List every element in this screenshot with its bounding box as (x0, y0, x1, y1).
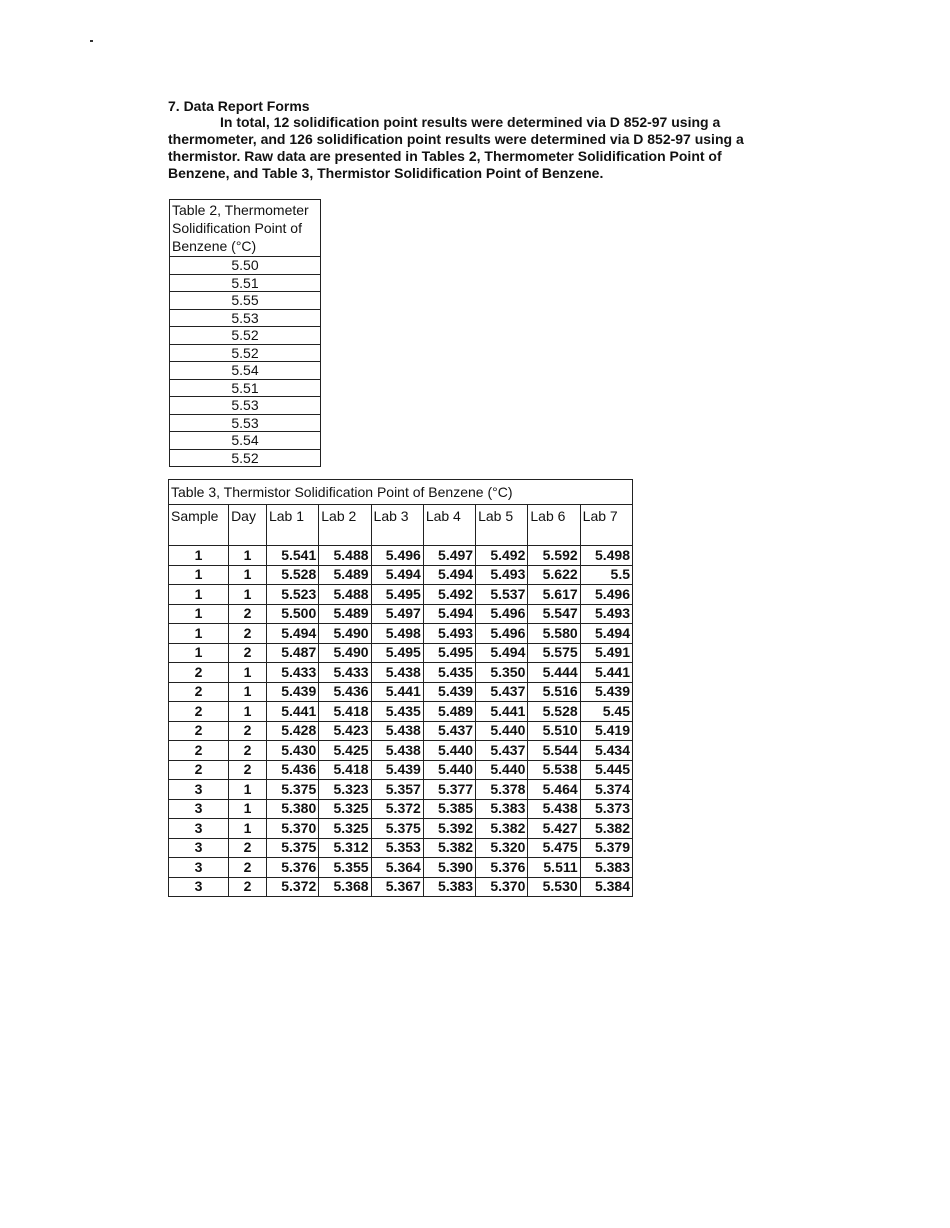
lab-value-cell: 5.45 (580, 702, 632, 722)
lab-value-cell: 5.418 (319, 702, 371, 722)
table-2-thermometer (169, 199, 321, 467)
lab-value-cell: 5.312 (319, 838, 371, 858)
table-row (169, 819, 633, 839)
table-row (169, 624, 633, 644)
lab-value-cell: 5.436 (266, 760, 318, 780)
lab-value-cell: 5.379 (580, 838, 632, 858)
sample-cell: 3 (169, 858, 229, 878)
scan-speck (90, 40, 93, 42)
lab-value-cell: 5.441 (371, 682, 423, 702)
lab-value-cell: 5.383 (580, 858, 632, 878)
lab-value-cell: 5.350 (476, 663, 528, 683)
day-cell: 1 (229, 682, 267, 702)
lab-value-cell: 5.370 (266, 819, 318, 839)
sample-cell: 1 (169, 546, 229, 566)
lab-value-cell: 5.353 (371, 838, 423, 858)
lab-value-cell: 5.419 (580, 721, 632, 741)
lab-value-cell: 5.382 (476, 819, 528, 839)
day-cell: 1 (229, 546, 267, 566)
lab-value-cell: 5.437 (476, 682, 528, 702)
table-row (170, 379, 321, 397)
day-cell: 1 (229, 663, 267, 683)
sample-cell: 3 (169, 838, 229, 858)
table-row (170, 274, 321, 292)
day-cell: 1 (229, 799, 267, 819)
table-2-value: 5.54 (170, 362, 321, 380)
table-row (170, 344, 321, 362)
table-row (169, 741, 633, 761)
lab-value-cell: 5.434 (580, 741, 632, 761)
lab-value-cell: 5.497 (371, 604, 423, 624)
lab-value-cell: 5.438 (371, 663, 423, 683)
table-row (169, 721, 633, 741)
lab-value-cell: 5.320 (476, 838, 528, 858)
column-header: Lab 4 (423, 505, 475, 546)
lab-value-cell: 5.500 (266, 604, 318, 624)
lab-value-cell: 5.439 (423, 682, 475, 702)
table-row (170, 257, 321, 275)
day-cell: 2 (229, 858, 267, 878)
lab-value-cell: 5.541 (266, 546, 318, 566)
lab-value-cell: 5.498 (580, 546, 632, 566)
lab-value-cell: 5.367 (371, 877, 423, 897)
lab-value-cell: 5.437 (423, 721, 475, 741)
lab-value-cell: 5.378 (476, 780, 528, 800)
lab-value-cell: 5.493 (476, 565, 528, 585)
table-2-value: 5.52 (170, 344, 321, 362)
lab-value-cell: 5.475 (528, 838, 580, 858)
column-header: Lab 3 (371, 505, 423, 546)
lab-value-cell: 5.496 (580, 585, 632, 605)
lab-value-cell: 5.375 (266, 780, 318, 800)
lab-value-cell: 5.372 (371, 799, 423, 819)
lab-value-cell: 5.528 (528, 702, 580, 722)
lab-value-cell: 5.382 (580, 819, 632, 839)
lab-value-cell: 5.357 (371, 780, 423, 800)
table-row (169, 838, 633, 858)
day-cell: 1 (229, 780, 267, 800)
lab-value-cell: 5.433 (319, 663, 371, 683)
table-row (170, 449, 321, 467)
lab-value-cell: 5.440 (423, 760, 475, 780)
lab-value-cell: 5.430 (266, 741, 318, 761)
table-row (170, 414, 321, 432)
sample-cell: 2 (169, 682, 229, 702)
table-2-value: 5.55 (170, 292, 321, 310)
sample-cell: 1 (169, 624, 229, 644)
column-header: Day (229, 505, 267, 546)
lab-value-cell: 5.440 (423, 741, 475, 761)
column-header: Lab 5 (476, 505, 528, 546)
lab-value-cell: 5.441 (476, 702, 528, 722)
lab-value-cell: 5.436 (319, 682, 371, 702)
lab-value-cell: 5.494 (371, 565, 423, 585)
lab-value-cell: 5.418 (319, 760, 371, 780)
lab-value-cell: 5.325 (319, 819, 371, 839)
column-header: Lab 1 (266, 505, 318, 546)
table-2-value: 5.53 (170, 397, 321, 415)
lab-value-cell: 5.491 (580, 643, 632, 663)
lab-value-cell: 5.494 (580, 624, 632, 644)
section-heading: 7. Data Report Forms (168, 98, 310, 114)
lab-value-cell: 5.425 (319, 741, 371, 761)
lab-value-cell: 5.495 (371, 585, 423, 605)
sample-cell: 2 (169, 663, 229, 683)
lab-value-cell: 5.372 (266, 877, 318, 897)
lab-value-cell: 5.538 (528, 760, 580, 780)
column-header: Lab 6 (528, 505, 580, 546)
lab-value-cell: 5.487 (266, 643, 318, 663)
column-header: Lab 2 (319, 505, 371, 546)
lab-value-cell: 5.492 (423, 585, 475, 605)
lab-value-cell: 5.5 (580, 565, 632, 585)
lab-value-cell: 5.488 (319, 585, 371, 605)
lab-value-cell: 5.427 (528, 819, 580, 839)
lab-value-cell: 5.441 (266, 702, 318, 722)
table-2-caption: Table 2, Thermometer Solidification Point of Benzene (°C) (170, 200, 321, 257)
table-2-value: 5.54 (170, 432, 321, 450)
lab-value-cell: 5.530 (528, 877, 580, 897)
table-row (169, 643, 633, 663)
lab-value-cell: 5.325 (319, 799, 371, 819)
lab-value-cell: 5.439 (371, 760, 423, 780)
lab-value-cell: 5.496 (476, 624, 528, 644)
sample-cell: 1 (169, 643, 229, 663)
table-row (169, 702, 633, 722)
table-row (170, 362, 321, 380)
table-3-caption: Table 3, Thermistor Solidification Point of Benzene (°C) (169, 480, 633, 505)
table-row (169, 780, 633, 800)
lab-value-cell: 5.380 (266, 799, 318, 819)
lab-value-cell: 5.622 (528, 565, 580, 585)
day-cell: 2 (229, 643, 267, 663)
lab-value-cell: 5.528 (266, 565, 318, 585)
lab-value-cell: 5.544 (528, 741, 580, 761)
lab-value-cell: 5.383 (423, 877, 475, 897)
table-row (169, 858, 633, 878)
lab-value-cell: 5.493 (580, 604, 632, 624)
lab-value-cell: 5.510 (528, 721, 580, 741)
lab-value-cell: 5.489 (319, 565, 371, 585)
lab-value-cell: 5.383 (476, 799, 528, 819)
lab-value-cell: 5.592 (528, 546, 580, 566)
lab-value-cell: 5.496 (476, 604, 528, 624)
lab-value-cell: 5.375 (266, 838, 318, 858)
section-paragraph (168, 114, 768, 182)
lab-value-cell: 5.441 (580, 663, 632, 683)
sample-cell: 2 (169, 760, 229, 780)
lab-value-cell: 5.537 (476, 585, 528, 605)
paragraph-text: In total, 12 solidification point results were determined via D 852-97 using a thermometer, and 126 solidification point results were determined via D 852-97 using a thermistor. Raw data are presented in Tables 2, Thermometer Solidification Point of Benzene, and Table 3, Thermistor Solidification Point of Benzene. (168, 114, 744, 181)
table-row (169, 604, 633, 624)
lab-value-cell: 5.384 (580, 877, 632, 897)
lab-value-cell: 5.376 (476, 858, 528, 878)
lab-value-cell: 5.385 (423, 799, 475, 819)
day-cell: 2 (229, 877, 267, 897)
table-2-value: 5.52 (170, 449, 321, 467)
lab-value-cell: 5.489 (423, 702, 475, 722)
sample-cell: 3 (169, 799, 229, 819)
lab-value-cell: 5.428 (266, 721, 318, 741)
table-row (170, 327, 321, 345)
lab-value-cell: 5.355 (319, 858, 371, 878)
lab-value-cell: 5.392 (423, 819, 475, 839)
table-row (169, 877, 633, 897)
lab-value-cell: 5.438 (528, 799, 580, 819)
table-3-thermistor (168, 479, 633, 897)
lab-value-cell: 5.492 (476, 546, 528, 566)
table-row (169, 682, 633, 702)
lab-value-cell: 5.494 (423, 604, 475, 624)
day-cell: 2 (229, 624, 267, 644)
lab-value-cell: 5.523 (266, 585, 318, 605)
day-cell: 1 (229, 565, 267, 585)
lab-value-cell: 5.364 (371, 858, 423, 878)
lab-value-cell: 5.382 (423, 838, 475, 858)
lab-value-cell: 5.437 (476, 741, 528, 761)
lab-value-cell: 5.423 (319, 721, 371, 741)
lab-value-cell: 5.377 (423, 780, 475, 800)
sample-cell: 3 (169, 877, 229, 897)
table-2-value: 5.50 (170, 257, 321, 275)
lab-value-cell: 5.440 (476, 721, 528, 741)
lab-value-cell: 5.488 (319, 546, 371, 566)
day-cell: 2 (229, 838, 267, 858)
table-row (170, 397, 321, 415)
day-cell: 2 (229, 741, 267, 761)
lab-value-cell: 5.368 (319, 877, 371, 897)
lab-value-cell: 5.490 (319, 624, 371, 644)
sample-cell: 2 (169, 702, 229, 722)
lab-value-cell: 5.494 (266, 624, 318, 644)
lab-value-cell: 5.444 (528, 663, 580, 683)
lab-value-cell: 5.489 (319, 604, 371, 624)
table-2-value: 5.52 (170, 327, 321, 345)
table-row (170, 432, 321, 450)
lab-value-cell: 5.439 (266, 682, 318, 702)
table-row (170, 309, 321, 327)
day-cell: 1 (229, 819, 267, 839)
table-3-header-row (169, 505, 633, 546)
lab-value-cell: 5.493 (423, 624, 475, 644)
sample-cell: 3 (169, 780, 229, 800)
lab-value-cell: 5.498 (371, 624, 423, 644)
sample-cell: 1 (169, 565, 229, 585)
day-cell: 2 (229, 760, 267, 780)
lab-value-cell: 5.373 (580, 799, 632, 819)
lab-value-cell: 5.511 (528, 858, 580, 878)
lab-value-cell: 5.497 (423, 546, 475, 566)
sample-cell: 1 (169, 585, 229, 605)
lab-value-cell: 5.516 (528, 682, 580, 702)
table-2-value: 5.51 (170, 379, 321, 397)
table-2-value: 5.51 (170, 274, 321, 292)
lab-value-cell: 5.617 (528, 585, 580, 605)
lab-value-cell: 5.445 (580, 760, 632, 780)
table-row (170, 292, 321, 310)
lab-value-cell: 5.440 (476, 760, 528, 780)
day-cell: 2 (229, 604, 267, 624)
lab-value-cell: 5.435 (423, 663, 475, 683)
table-row (169, 799, 633, 819)
lab-value-cell: 5.490 (319, 643, 371, 663)
sample-cell: 1 (169, 604, 229, 624)
lab-value-cell: 5.370 (476, 877, 528, 897)
column-header: Lab 7 (580, 505, 632, 546)
lab-value-cell: 5.439 (580, 682, 632, 702)
sample-cell: 2 (169, 741, 229, 761)
lab-value-cell: 5.495 (371, 643, 423, 663)
table-row (169, 663, 633, 683)
table-row (169, 546, 633, 566)
sample-cell: 3 (169, 819, 229, 839)
lab-value-cell: 5.376 (266, 858, 318, 878)
lab-value-cell: 5.575 (528, 643, 580, 663)
lab-value-cell: 5.375 (371, 819, 423, 839)
lab-value-cell: 5.494 (476, 643, 528, 663)
lab-value-cell: 5.438 (371, 721, 423, 741)
lab-value-cell: 5.495 (423, 643, 475, 663)
lab-value-cell: 5.580 (528, 624, 580, 644)
lab-value-cell: 5.323 (319, 780, 371, 800)
table-row (169, 565, 633, 585)
lab-value-cell: 5.433 (266, 663, 318, 683)
lab-value-cell: 5.390 (423, 858, 475, 878)
lab-value-cell: 5.496 (371, 546, 423, 566)
day-cell: 2 (229, 721, 267, 741)
table-row (169, 585, 633, 605)
sample-cell: 2 (169, 721, 229, 741)
lab-value-cell: 5.374 (580, 780, 632, 800)
lab-value-cell: 5.435 (371, 702, 423, 722)
day-cell: 1 (229, 585, 267, 605)
lab-value-cell: 5.494 (423, 565, 475, 585)
column-header: Sample (169, 505, 229, 546)
lab-value-cell: 5.547 (528, 604, 580, 624)
day-cell: 1 (229, 702, 267, 722)
table-2-value: 5.53 (170, 414, 321, 432)
table-row (169, 760, 633, 780)
lab-value-cell: 5.438 (371, 741, 423, 761)
lab-value-cell: 5.464 (528, 780, 580, 800)
table-2-value: 5.53 (170, 309, 321, 327)
